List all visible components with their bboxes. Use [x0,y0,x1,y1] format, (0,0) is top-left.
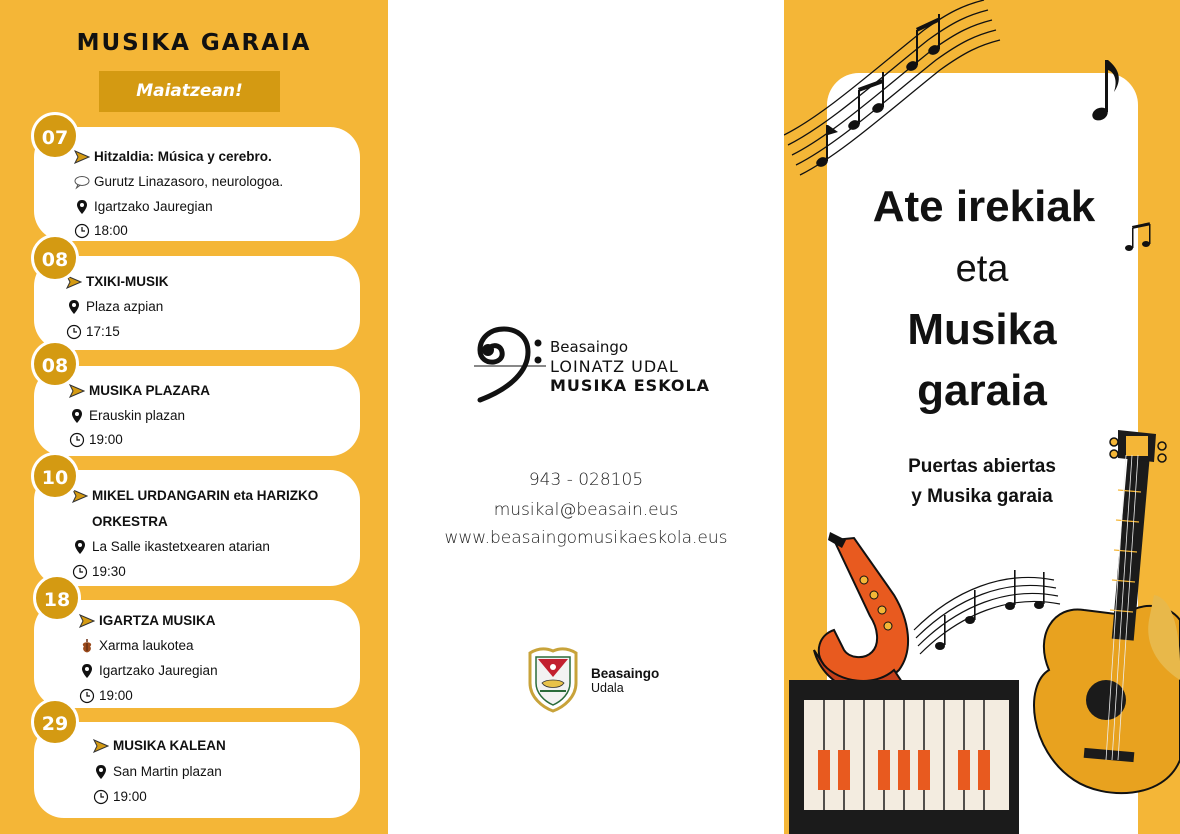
event-date: 08 [31,340,79,388]
event-title: MUSIKA KALEAN [113,738,226,753]
event-title: TXIKI-MUSIK [86,274,169,289]
event-place: San Martin plazan [113,764,222,779]
event-card [34,600,360,708]
speech-bubble-icon [74,174,90,190]
event-place: La Salle ikastetxearen atarian [92,539,270,554]
email-link[interactable]: musikal@beasain.eus [493,500,679,520]
play-arrow-icon [74,149,90,165]
location-pin-icon [66,299,82,315]
location-pin-icon [79,663,95,679]
play-arrow-icon [79,613,95,629]
location-pin-icon [74,199,90,215]
location-pin-icon [72,539,88,555]
event-time: 19:00 [113,789,147,804]
cover-title-line4: garaia [917,366,1047,415]
event-date: 08 [31,234,79,282]
council-name-line2: Udala [591,681,624,695]
event-time: 19:30 [92,564,126,579]
cover-title-line2: eta [955,248,1009,290]
clock-icon [66,324,82,340]
bass-clef-icon [472,326,548,406]
location-pin-icon [69,408,85,424]
cover-subtitle-line2: y Musika garaia [911,486,1053,507]
event-time: 19:00 [89,432,123,447]
event-title: MIKEL URDANGARIN eta HARIZKO [92,488,318,503]
event-place: Plaza azpian [86,299,163,314]
event-performer: Xarma laukotea [99,638,194,653]
cover-panel [784,0,1180,834]
school-name-line3: MUSIKA ESKOLA [550,376,711,395]
events-panel [0,0,388,834]
events-title: MUSIKA GARAIA [76,30,312,56]
play-arrow-icon [72,488,88,504]
event-date: 18 [33,574,81,622]
event-date: 07 [31,112,79,160]
website-link[interactable]: www.beasaingomusikaeskola.eus [444,528,728,548]
event-title: IGARTZA MUSIKA [99,613,216,628]
instruments-illustration [784,420,1180,834]
cover-subtitle-line1: Puertas abiertas [908,456,1056,477]
clock-icon [69,432,85,448]
contact-panel [388,0,784,834]
event-date: 10 [31,452,79,500]
event-date: 29 [31,698,79,746]
event-title: MUSIKA PLAZARA [89,383,210,398]
clock-icon [93,789,109,805]
event-card [34,366,360,456]
violin-icon [79,638,95,654]
events-subtitle: Maiatzean! [99,71,280,112]
event-title: Hitzaldia: Música y cerebro. [94,149,272,164]
school-name-line2: LOINATZ UDAL [550,357,679,376]
event-card [34,127,360,241]
coat-of-arms-icon [524,645,582,713]
event-place: Erauskin plazan [89,408,185,423]
clock-icon [74,223,90,239]
event-time: 17:15 [86,324,120,339]
council-name-line1: Beasaingo [591,666,660,681]
play-arrow-icon [93,738,109,754]
event-card [34,256,360,350]
school-name-line1: Beasaingo [550,338,629,356]
clock-icon [72,564,88,580]
event-card [34,722,360,818]
cover-title-line1: Ate irekiak [872,182,1096,231]
clock-icon [79,688,95,704]
event-time: 18:00 [94,223,128,238]
location-pin-icon [93,764,109,780]
event-time: 19:00 [99,688,133,703]
event-place: Igartzako Jauregian [99,663,218,678]
cover-title-line3: Musika [907,305,1057,354]
play-arrow-icon [69,383,85,399]
event-title-continued: ORKESTRA [92,514,168,529]
event-speaker: Gurutz Linazasoro, neurologoa. [94,174,283,189]
event-card [34,470,360,586]
phone-number: 943 - 028105 [528,470,644,490]
event-place: Igartzako Jauregian [94,199,213,214]
